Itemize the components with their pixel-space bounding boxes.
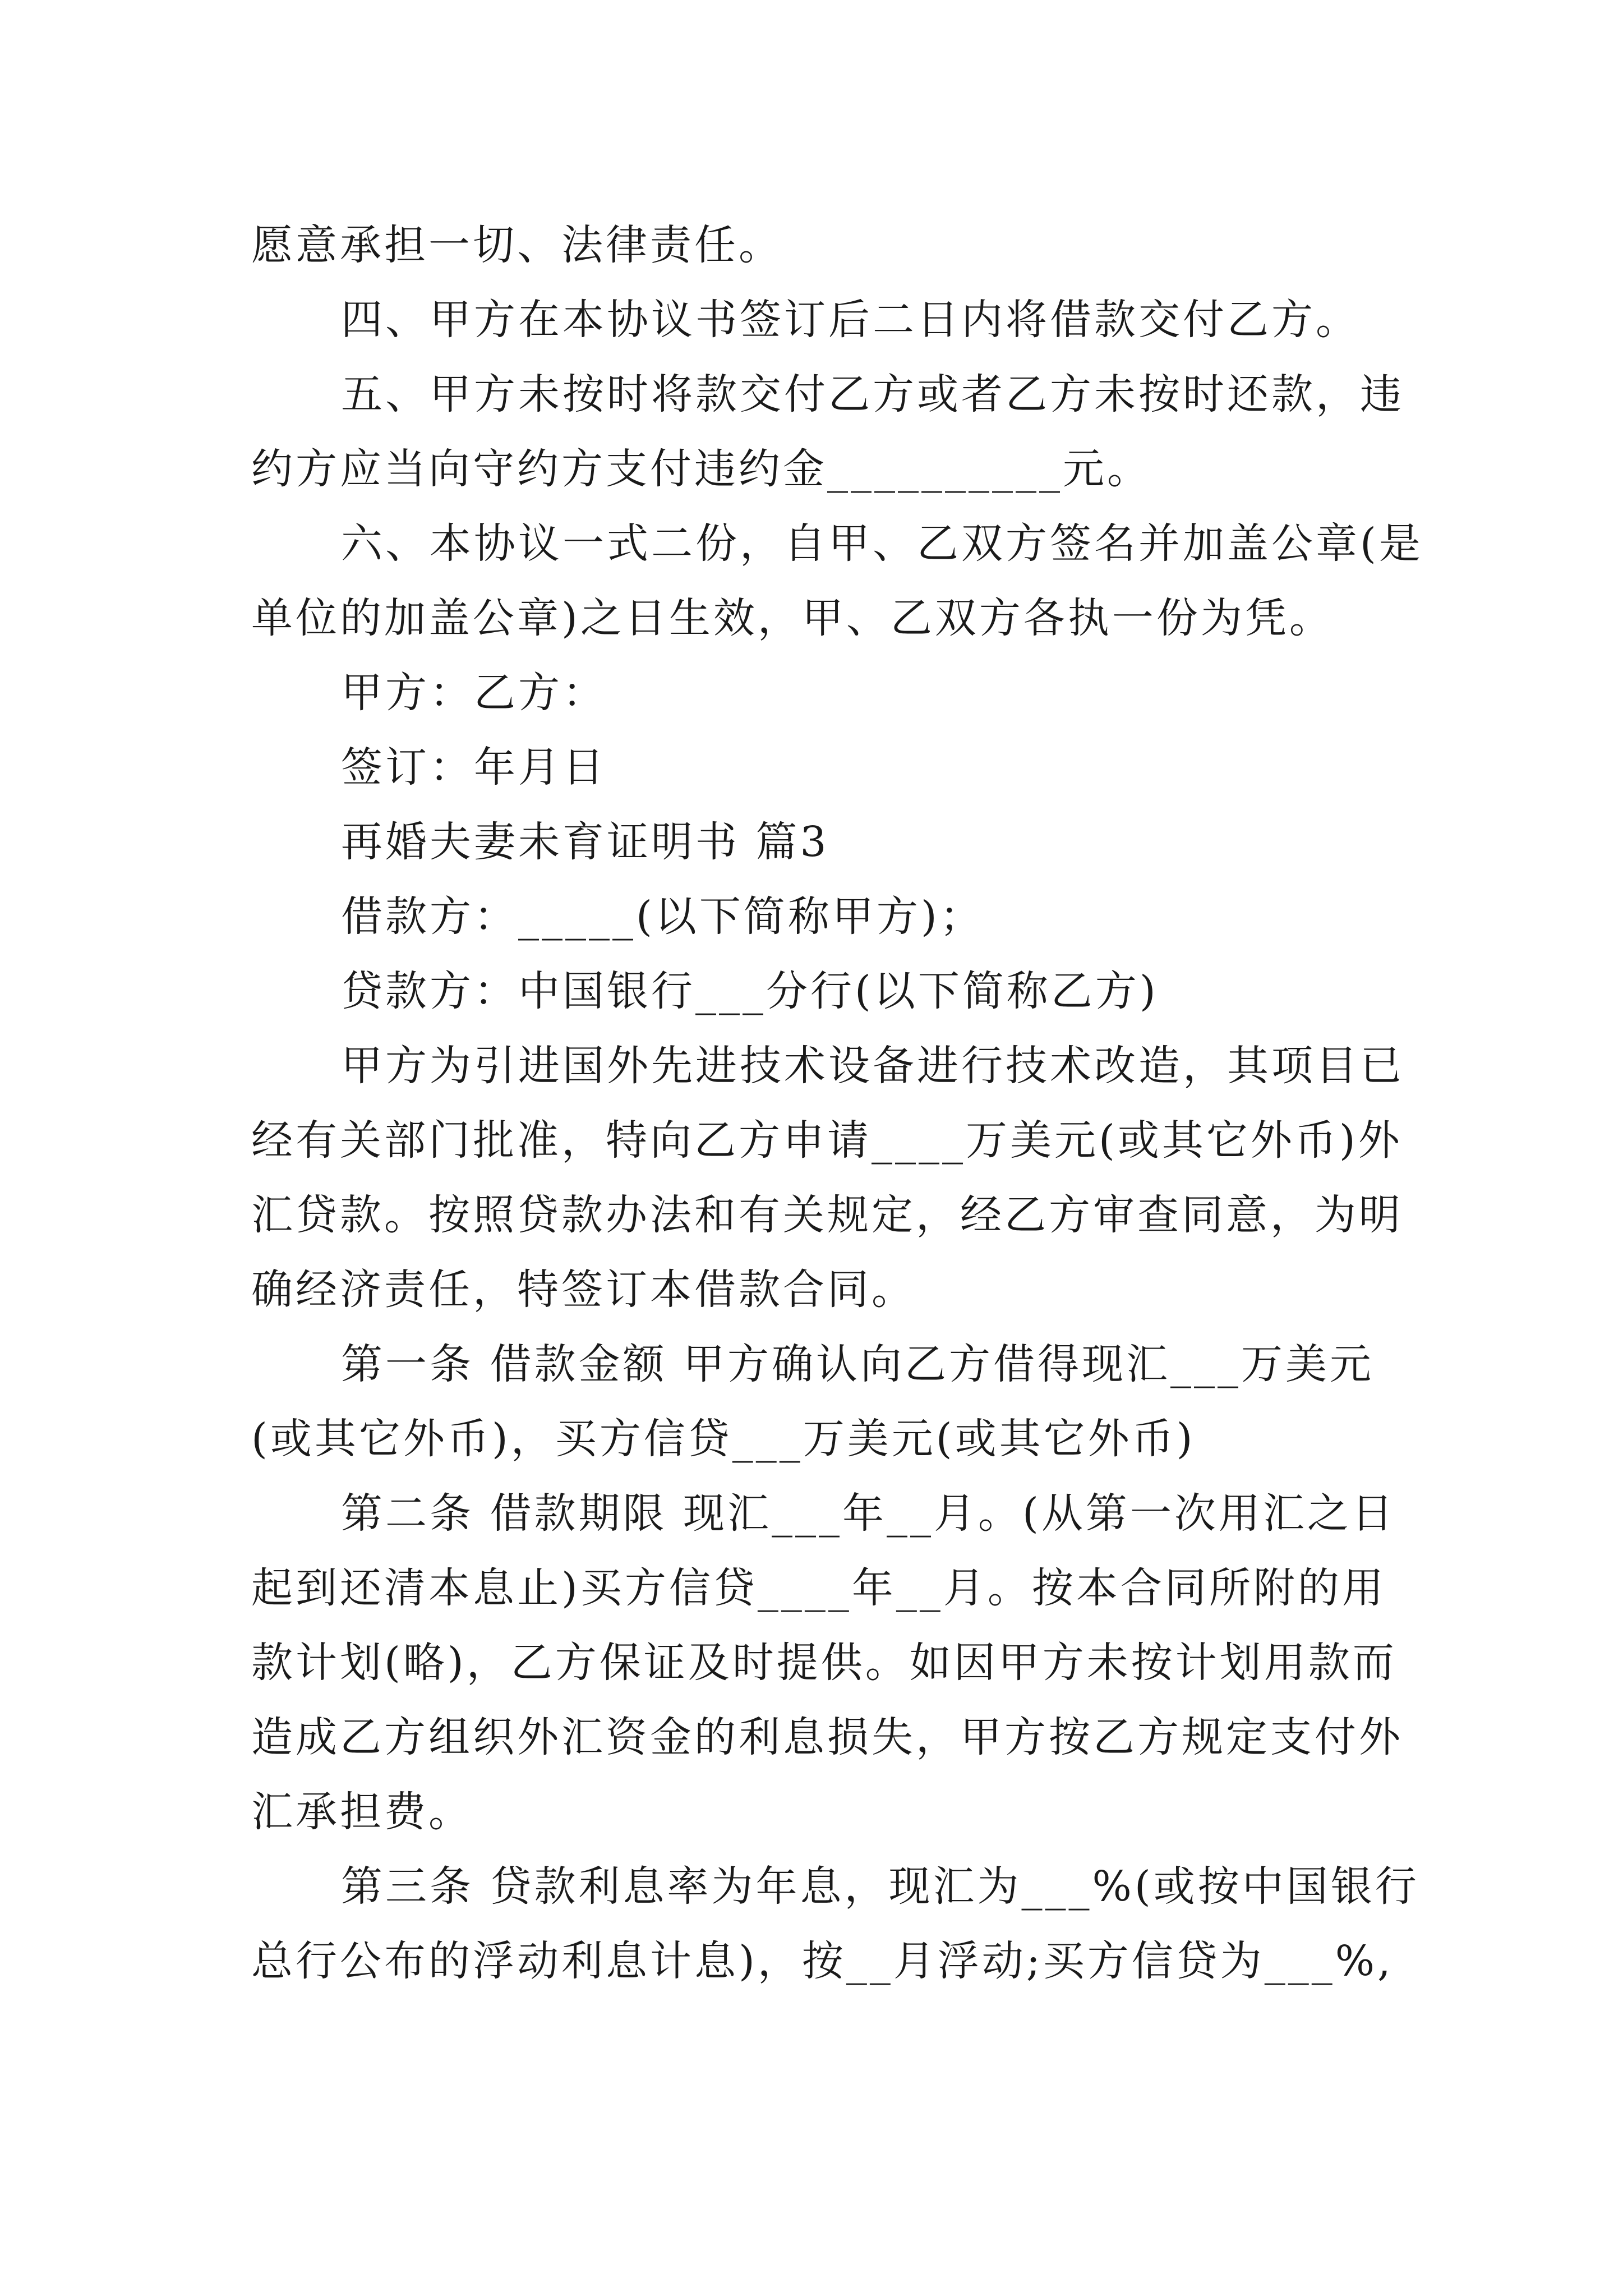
text-line: 起到还清本息止)买方信贷____年__月。按本合同所附的用	[251, 1564, 1386, 1612]
text-line: 五、甲方未按时将款交付乙方或者乙方未按时还款，违	[341, 370, 1404, 418]
text-line: 约方应当向守约方支付违约金__________元。	[251, 445, 1151, 493]
text-line: 借款方：_____(以下简称甲方)；	[341, 892, 984, 941]
text-line: 贷款方：中国银行___分行(以下简称乙方)	[341, 967, 1159, 1015]
text-line: 汇贷款。按照贷款办法和有关规定，经乙方审查同意，为明	[251, 1191, 1403, 1239]
text-line: 造成乙方组织外汇资金的利息损失，甲方按乙方规定支付外	[251, 1713, 1403, 1761]
text-line: 甲方：乙方：	[341, 669, 607, 717]
text-line: 经有关部门批准，特向乙方申请____万美元(或其它外币)外	[251, 1116, 1403, 1165]
text-line: 第三条 贷款利息率为年息，现汇为___%(或按中国银行	[341, 1862, 1419, 1911]
text-line: (或其它外币)，买方信贷___万美元(或其它外币)	[251, 1415, 1196, 1463]
text-line: 款计划(略)，乙方保证及时提供。如因甲方未按计划用款而	[251, 1639, 1397, 1687]
text-line: 四、甲方在本协议书签订后二日内将借款交付乙方。	[341, 296, 1360, 344]
text-line: 确经济责任，特签订本借款合同。	[251, 1266, 916, 1314]
text-line: 第二条 借款期限 现汇___年__月。(从第一次用汇之日	[341, 1489, 1396, 1538]
text-line: 单位的加盖公章)之日生效，甲、乙双方各执一份为凭。	[251, 594, 1334, 642]
text-line: 六、本协议一式二份，自甲、乙双方签名并加盖公章(是	[341, 519, 1423, 568]
section-heading: 再婚夫妻未育证明书 篇3	[341, 818, 829, 866]
text-line: 签订：年月日	[341, 743, 607, 792]
text-line: 第一条 借款金额 甲方确认向乙方借得现汇___万美元	[341, 1340, 1375, 1388]
text-line: 愿意承担一切、法律责任。	[251, 221, 783, 269]
text-line: 汇承担费。	[251, 1788, 473, 1836]
text-line: 甲方为引进国外先进技术设备进行技术改造，其项目已	[341, 1042, 1404, 1090]
text-line: 总行公布的浮动利息计息)，按__月浮动;买方信贷为___%,	[251, 1937, 1394, 1985]
